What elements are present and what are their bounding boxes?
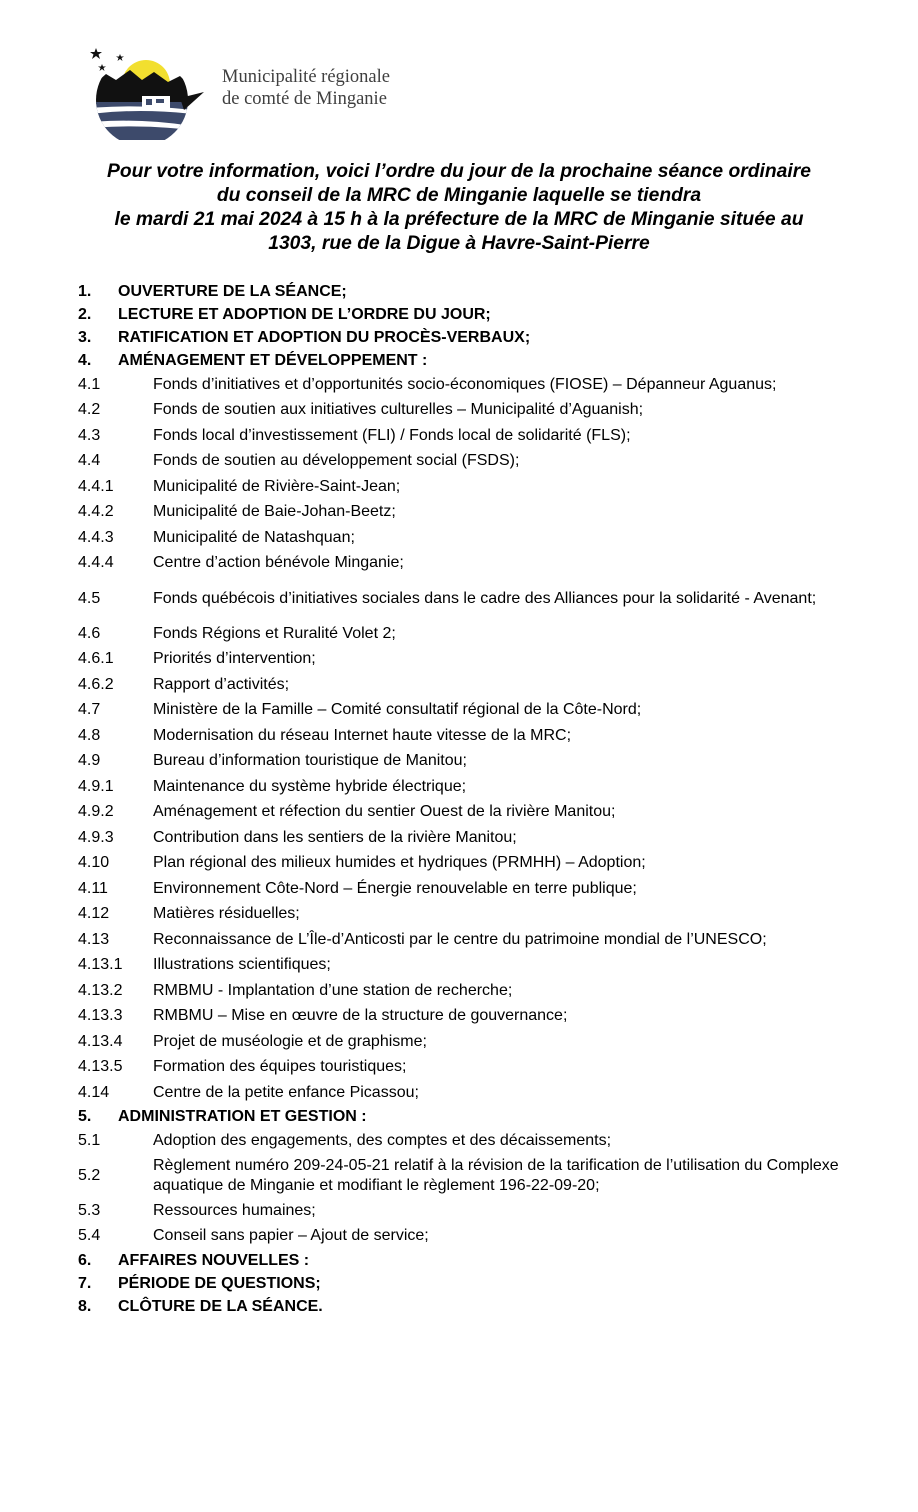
agenda-item-number: 5.3 (78, 1201, 101, 1219)
agenda-item (78, 551, 862, 577)
agenda-item-title: RATIFICATION ET ADOPTION DU PROCÈS-VERBAUX; (118, 328, 531, 346)
agenda-item-title: Conseil sans papier – Ajout de service; (153, 1227, 429, 1245)
agenda-section (78, 326, 862, 349)
agenda-item (78, 474, 862, 500)
notice-line-2: du conseil de la MRC de Minganie laquelle se tiendra (216, 185, 702, 206)
agenda-item-title: Fonds de soutien aux initiatives culturelles – Municipalité d’Aguanish; (153, 401, 644, 419)
mrc-minganie-logo-icon (80, 44, 210, 140)
meeting-notice (40, 160, 878, 256)
agenda-item-title: Maintenance du système hybride électrique; (153, 777, 467, 795)
agenda-item-number: 5. (78, 1108, 92, 1125)
agenda-section (78, 1295, 862, 1318)
notice-line-1: Pour votre information, voici l’ordre du jour de la prochaine séance ordinaire (107, 161, 811, 182)
agenda-item (78, 621, 862, 647)
agenda-item-number: 3. (78, 328, 92, 346)
agenda-item-number: 7. (78, 1274, 92, 1292)
agenda-item-title: Aménagement et réfection du sentier Ouest de la rivière Manitou; (153, 803, 616, 821)
agenda-item-number: 4.14 (78, 1083, 110, 1101)
agenda-item-title: Environnement Côte-Nord – Énergie renouvelable en terre publique; (153, 879, 637, 897)
agenda-item-title: AMÉNAGEMENT ET DÉVELOPPEMENT : (118, 351, 428, 369)
agenda-item (78, 398, 862, 424)
agenda-item-title: Centre d’action bénévole Minganie; (153, 554, 404, 572)
agenda-item-title: Municipalité de Rivière-Saint-Jean; (153, 477, 401, 495)
agenda-item-number: 4.7 (78, 701, 101, 719)
org-name-line-1: Municipalité régionale (222, 67, 390, 87)
agenda-item-title: OUVERTURE DE LA SÉANCE; (118, 282, 347, 300)
agenda-item (78, 647, 862, 673)
agenda-item-number: 4.11 (78, 879, 108, 897)
agenda-item-title: Fonds Régions et Ruralité Volet 2; (153, 624, 396, 642)
agenda-item-title: Ressources humaines; (153, 1201, 316, 1219)
agenda-item-title: Municipalité de Baie-Johan-Beetz; (153, 503, 396, 521)
agenda-item-title: PÉRIODE DE QUESTIONS; (118, 1274, 321, 1292)
agenda-item-title: Bureau d’information touristique de Manitou; (153, 752, 467, 770)
agenda-item-title: RMBMU - Implantation d’une station de recherche; (153, 981, 513, 999)
agenda-item-title: CLÔTURE DE LA SÉANCE. (118, 1297, 323, 1315)
agenda-item-number: 4.8 (78, 726, 101, 744)
agenda-item (78, 1055, 862, 1081)
agenda-item-number: 5.4 (78, 1227, 101, 1245)
agenda-item-number: 4.12 (78, 905, 110, 923)
agenda-item-number: 4.5 (78, 590, 101, 607)
agenda-section (78, 349, 862, 372)
agenda-item-number: 4.9.2 (78, 803, 114, 821)
agenda-item-number: 4.4 (78, 452, 101, 470)
agenda-item-number: 4.13 (78, 930, 110, 948)
agenda-item-number: 2. (78, 305, 92, 323)
agenda-item-title: AFFAIRES NOUVELLES : (118, 1251, 310, 1269)
agenda-section (78, 1272, 862, 1295)
agenda-list (78, 280, 862, 1318)
agenda-item-number: 4.4.1 (78, 477, 114, 495)
agenda-item-title: Illustrations scientifiques; (153, 956, 331, 974)
agenda-item-title: Reconnaissance de L’Île-d’Anticosti par le centre du patrimoine mondial de l’UNESCO; (153, 930, 767, 948)
notice-line-4: 1303, rue de la Digue à Havre-Saint-Pierre (268, 233, 650, 254)
agenda-item (78, 525, 862, 551)
agenda-item-title: Fonds québécois d’initiatives sociales dans le cadre des Alliances pour la solidarité - Avenant; (153, 590, 817, 607)
notice-line-3: le mardi 21 mai 2024 à 15 h à la préfecture de la MRC de Minganie située au (114, 209, 804, 230)
agenda-item-number: 8. (78, 1297, 92, 1315)
agenda-item (78, 500, 862, 526)
agenda-item-number: 4.10 (78, 854, 110, 872)
agenda-item-title: Matières résiduelles; (153, 905, 300, 923)
agenda-item-title: RMBMU – Mise en œuvre de la structure de gouvernance; (153, 1007, 568, 1025)
agenda-item (78, 800, 862, 826)
agenda-item-title: Ministère de la Famille – Comité consultatif régional de la Côte-Nord; (153, 701, 642, 719)
agenda-item (78, 372, 862, 398)
agenda-item (78, 1198, 862, 1224)
agenda-item-title: Priorités d’intervention; (153, 650, 316, 668)
agenda-item-number: 6. (78, 1251, 92, 1269)
agenda-section (78, 280, 862, 303)
agenda-section (78, 1249, 862, 1272)
agenda-item-number: 4.4.2 (78, 503, 114, 521)
agenda-item (78, 423, 862, 449)
agenda-item-title: Fonds local d’investissement (FLI) / Fonds local de solidarité (FLS); (153, 426, 631, 444)
agenda-item (78, 902, 862, 928)
agenda-item (78, 978, 862, 1004)
agenda-item (78, 672, 862, 698)
agenda-item (78, 577, 862, 621)
agenda-item-number: 5.1 (78, 1132, 101, 1150)
agenda-item (78, 449, 862, 475)
agenda-item (78, 749, 862, 775)
agenda-item-title: Adoption des engagements, des comptes et des décaissements; (153, 1132, 612, 1150)
agenda-item (78, 1080, 862, 1106)
agenda-item (78, 876, 862, 902)
agenda-item (78, 825, 862, 851)
agenda-item-title: ADMINISTRATION ET GESTION : (118, 1108, 367, 1125)
agenda-item-title: Plan régional des milieux humides et hydriques (PRMHH) – Adoption; (153, 854, 646, 872)
agenda-item (78, 774, 862, 800)
agenda-item-number: 4.6.2 (78, 675, 114, 693)
agenda-item-title: Rapport d’activités; (153, 675, 290, 693)
agenda-item (78, 698, 862, 724)
agenda-item (78, 1004, 862, 1030)
agenda-item-title: Formation des équipes touristiques; (153, 1058, 407, 1076)
agenda-item-number: 4.4.3 (78, 528, 114, 546)
agenda-item (78, 1224, 862, 1250)
agenda-item (78, 1029, 862, 1055)
agenda-item-number: 4.13.1 (78, 956, 123, 974)
agenda-item (78, 851, 862, 877)
organization-name (222, 66, 390, 110)
org-name-line-2: de comté de Minganie (222, 89, 387, 109)
agenda-item-title: Contribution dans les sentiers de la rivière Manitou; (153, 828, 517, 846)
agenda-item-number: 4.13.2 (78, 981, 123, 999)
agenda-item-number: 4.13.4 (78, 1032, 123, 1050)
agenda-item-number: 4.9.3 (78, 828, 114, 846)
agenda-item-number: 4.4.4 (78, 554, 114, 572)
agenda-item-number: 4.9 (78, 752, 101, 770)
agenda-item-number: 4.1 (78, 375, 101, 393)
agenda-item-number: 5.2 (78, 1167, 101, 1184)
agenda-item-number: 4.6.1 (78, 650, 114, 668)
agenda-item (78, 953, 862, 979)
agenda-item (78, 723, 862, 749)
agenda-item-title: Municipalité de Natashquan; (153, 528, 355, 546)
agenda-item (78, 927, 862, 953)
agenda-item-number: 4.3 (78, 426, 101, 444)
agenda-item-title: LECTURE ET ADOPTION DE L’ORDRE DU JOUR; (118, 305, 491, 323)
agenda-item-title: Centre de la petite enfance Picassou; (153, 1083, 419, 1101)
agenda-item-title: Modernisation du réseau Internet haute vitesse de la MRC; (153, 726, 572, 744)
agenda-item-number: 4.13.3 (78, 1007, 123, 1025)
agenda-item-title: Fonds de soutien au développement social (FSDS); (153, 452, 520, 470)
agenda-item-number: 1. (78, 282, 92, 300)
agenda-item-title: Projet de muséologie et de graphisme; (153, 1032, 427, 1050)
agenda-section (78, 303, 862, 326)
agenda-section (78, 1106, 862, 1129)
agenda-item-title: Règlement numéro 209-24-05-21 relatif à la révision de la tarification de l’utilisation du Complexe aquatique de Minganie et modifiant le règlement 196-22-09-20; (153, 1157, 839, 1194)
agenda-item (78, 1129, 862, 1155)
agenda-item-title: Fonds d’initiatives et d’opportunités socio-économiques (FIOSE) – Dépanneur Aguanus; (153, 375, 777, 393)
agenda-item-number: 4.6 (78, 624, 101, 642)
agenda-item-number: 4.2 (78, 401, 101, 419)
agenda-item-number: 4. (78, 351, 92, 369)
agenda-item-number: 4.13.5 (78, 1058, 123, 1076)
agenda-item-number: 4.9.1 (78, 777, 114, 795)
agenda-item (78, 1154, 862, 1198)
